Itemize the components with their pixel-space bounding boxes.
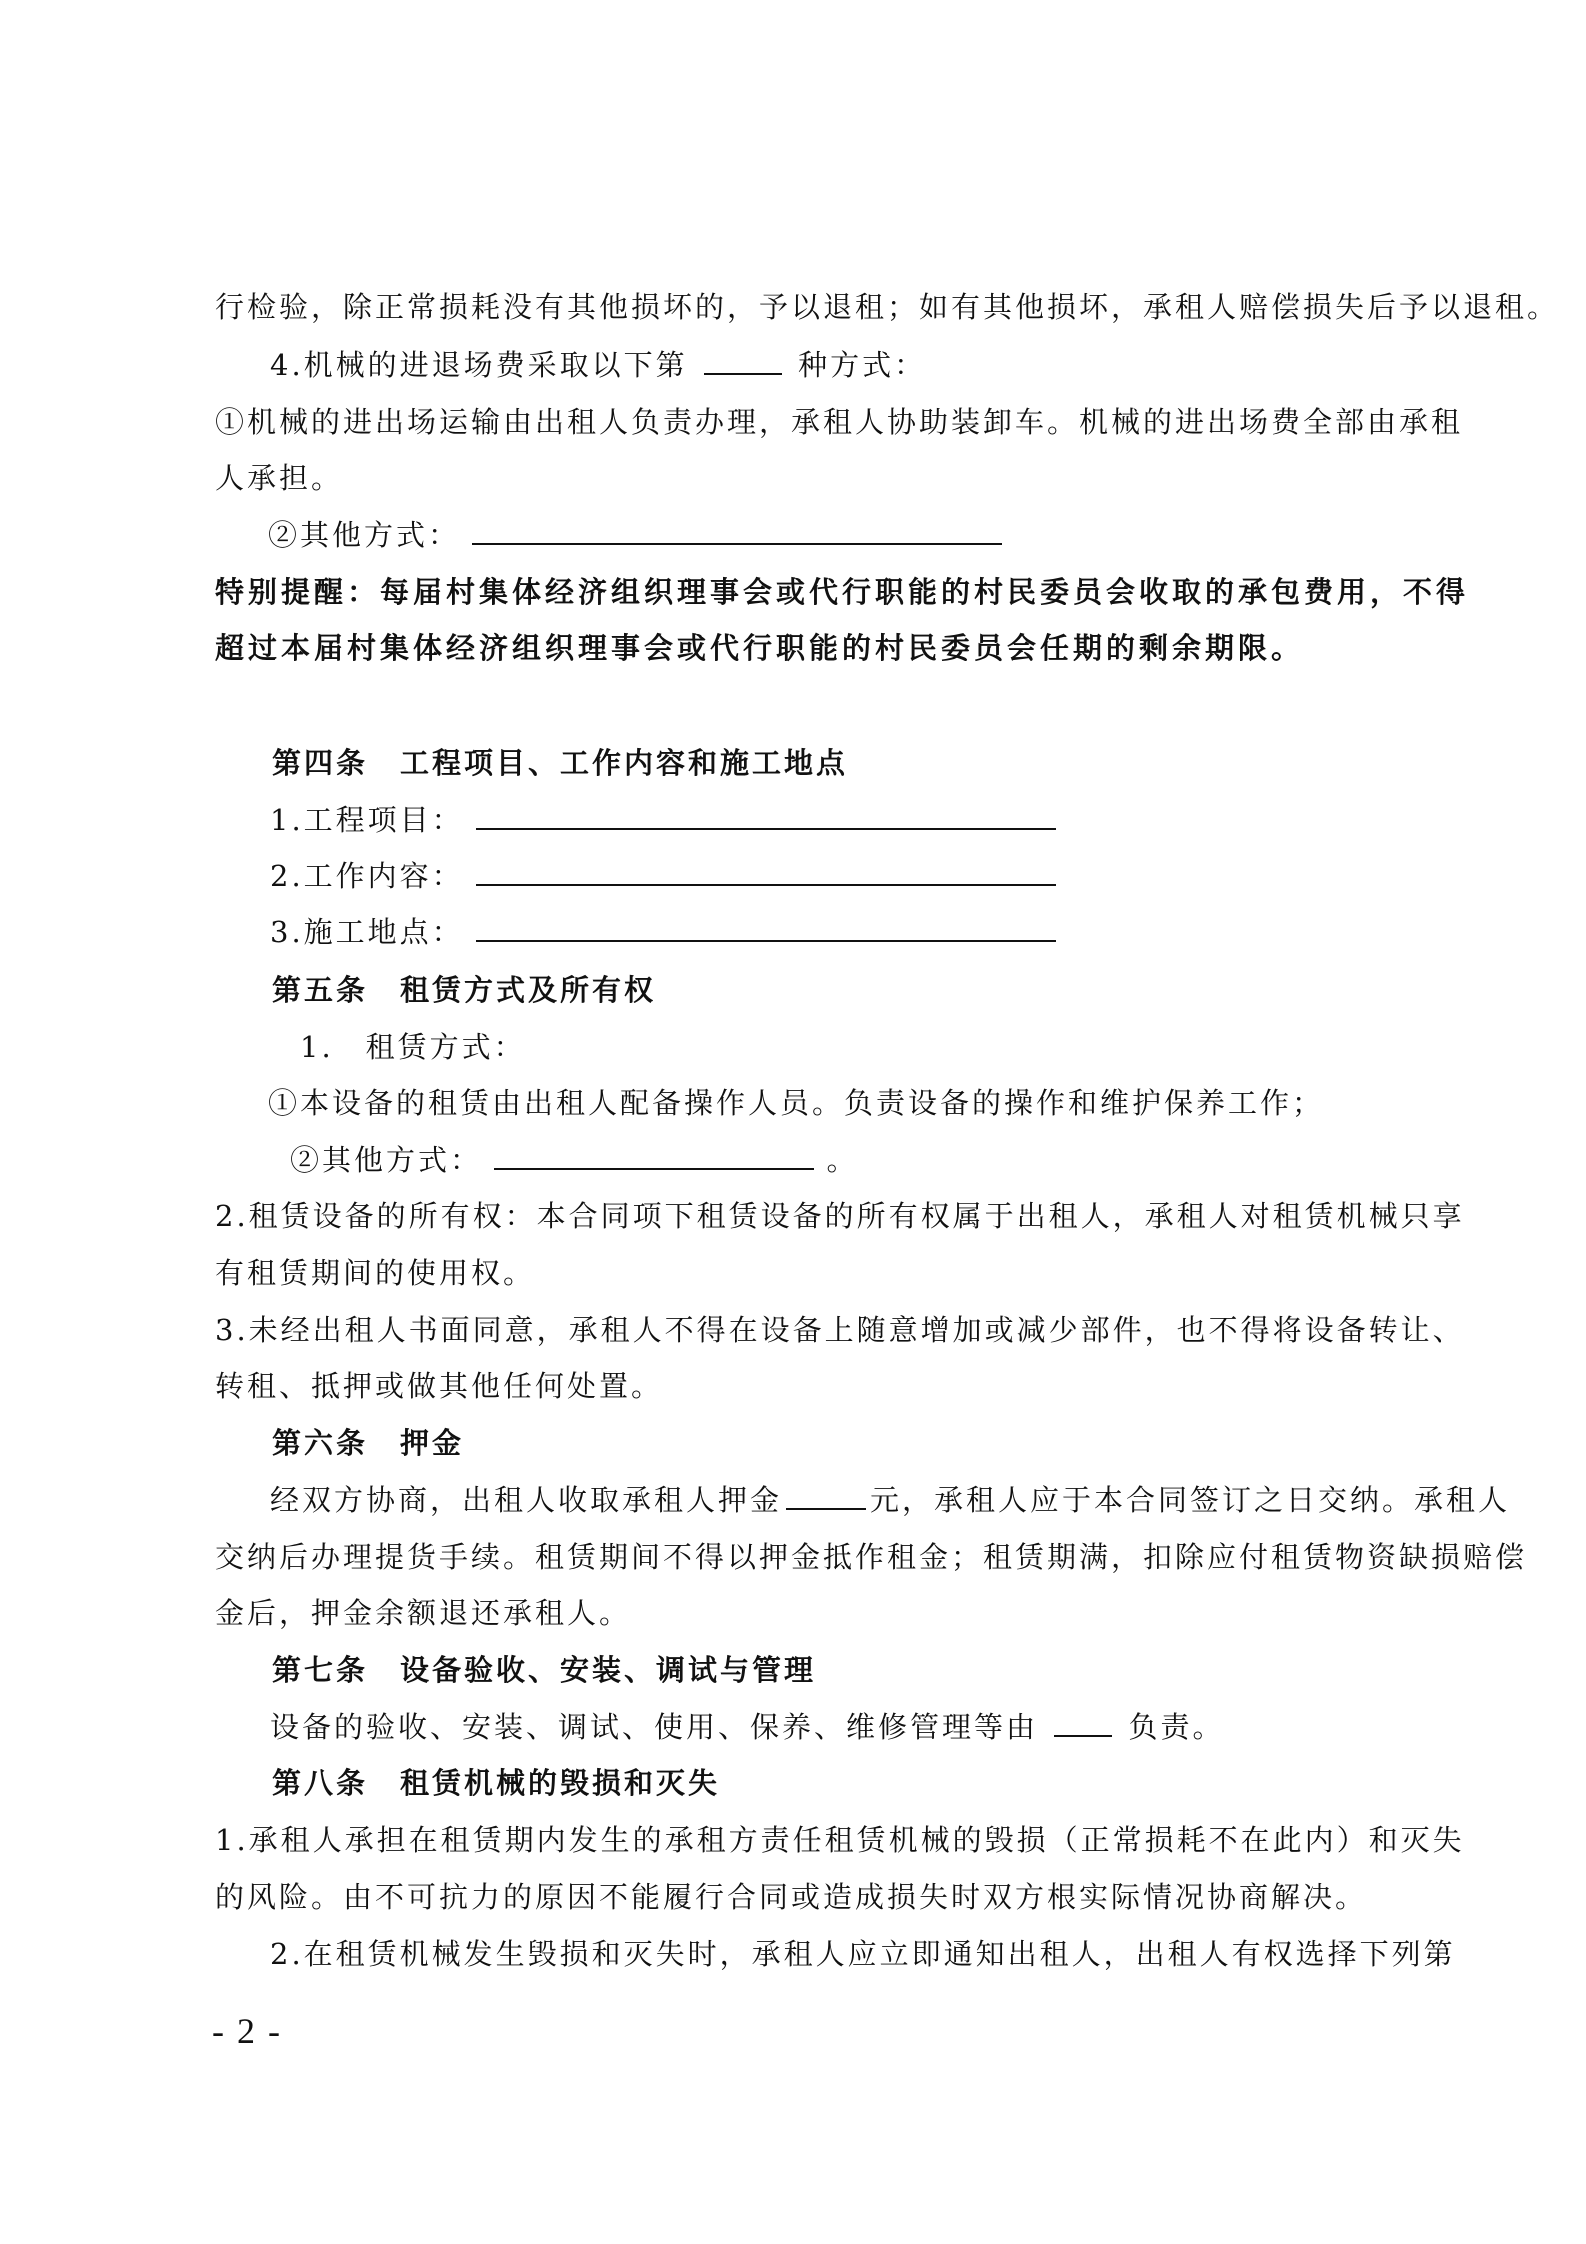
reminder-line: 超过本届村集体经济组织理事会或代行职能的村民委员会任期的剩余期限。 (215, 631, 1305, 665)
article-heading: 第五条 租赁方式及所有权 (272, 973, 657, 1007)
text-line: 的风险。由不可抗力的原因不能履行合同或造成损失时双方根实际情况协商解决。 (215, 1880, 1368, 1914)
text-line (270, 1934, 1456, 1974)
fill-blank[interactable] (472, 517, 1002, 545)
text-segment: 2.工作内容： (270, 859, 464, 893)
article-heading: 第八条 租赁机械的毁损和灭失 (272, 1766, 721, 1800)
text-segment: 元，承租人应于本合同签订之日交纳。承租人 (870, 1483, 1511, 1517)
fill-blank[interactable] (476, 802, 1056, 830)
fill-blank[interactable] (476, 858, 1056, 886)
fill-blank[interactable] (786, 1482, 866, 1510)
text-line: 转租、抵押或做其他任何处置。 (215, 1369, 664, 1403)
text-line (270, 1707, 1586, 1747)
page-number: - 2 - (212, 2011, 282, 2051)
reminder-line: 特别提醒：每届村集体经济组织理事会或代行职能的村民委员会收取的承包费用，不得 (215, 575, 1470, 609)
text-line: 2.租赁设备的所有权：本合同项下租赁设备的所有权属于出租人，承租人对租赁机械只享 (215, 1199, 1465, 1233)
text-line: 金后，押金余额退还承租人。 (215, 1596, 632, 1630)
text-line (270, 912, 1586, 952)
text-segment: 1.工程项目： (270, 803, 464, 837)
fill-blank[interactable] (494, 1142, 814, 1170)
text-line (270, 800, 1586, 840)
text-segment: ②其他方式： (290, 1143, 483, 1177)
text-line: 人承担。 (215, 461, 344, 495)
article-heading: 第七条 设备验收、安装、调试与管理 (272, 1653, 817, 1687)
text-segment: 设备的验收、安装、调试、使用、保养、维修管理等由 (270, 1710, 1039, 1744)
text-segment: 4.机械的进退场费采取以下第 (270, 348, 688, 382)
text-line: 交纳后办理提货手续。租赁期间不得以押金抵作租金；租赁期满，扣除应付租赁物资缺损赔偿 (215, 1540, 1528, 1574)
text-line (270, 1480, 1511, 1520)
fill-blank[interactable] (476, 914, 1056, 942)
article-heading: 第四条 工程项目、工作内容和施工地点 (272, 746, 849, 780)
text-line: 1. 租赁方式： (300, 1030, 526, 1064)
text-segment: 3.施工地点： (270, 915, 464, 949)
fill-blank[interactable] (1054, 1709, 1112, 1737)
text-line: 行检验，除正常损耗没有其他损坏的，予以退租；如有其他损坏，承租人赔偿损失后予以退租。 (215, 290, 1560, 324)
text-segment: 种方式： (798, 348, 927, 382)
text-line: ①机械的进出场运输由出租人负责办理，承租人协助装卸车。机械的进出场费全部由承租 (215, 405, 1464, 439)
text-line: 有租赁期间的使用权。 (215, 1256, 536, 1290)
text-segment: 2.在租赁机械发生毁损和灭失时，承租人应立即通知出租人，出租人有权选择下列第 (270, 1937, 1456, 1971)
text-segment: ②其他方式： (268, 518, 461, 552)
text-line (270, 856, 1586, 896)
text-line (268, 515, 1586, 555)
text-line: ①本设备的租赁由出租人配备操作人员。负责设备的操作和维护保养工作； (268, 1086, 1325, 1120)
text-line (290, 1140, 1586, 1180)
text-segment: 。 (826, 1143, 859, 1177)
text-line: 1.承租人承担在租赁期内发生的承租方责任租赁机械的毁损（正常损耗不在此内）和灭失 (215, 1823, 1465, 1857)
text-segment: 负责。 (1128, 1710, 1225, 1744)
text-line (270, 345, 1586, 385)
fill-blank[interactable] (704, 347, 782, 375)
article-heading: 第六条 押金 (272, 1426, 465, 1460)
text-segment: 经双方协商，出租人收取承租人押金 (270, 1483, 783, 1517)
text-line: 3.未经出租人书面同意，承租人不得在设备上随意增加或减少部件，也不得将设备转让、 (215, 1313, 1465, 1347)
